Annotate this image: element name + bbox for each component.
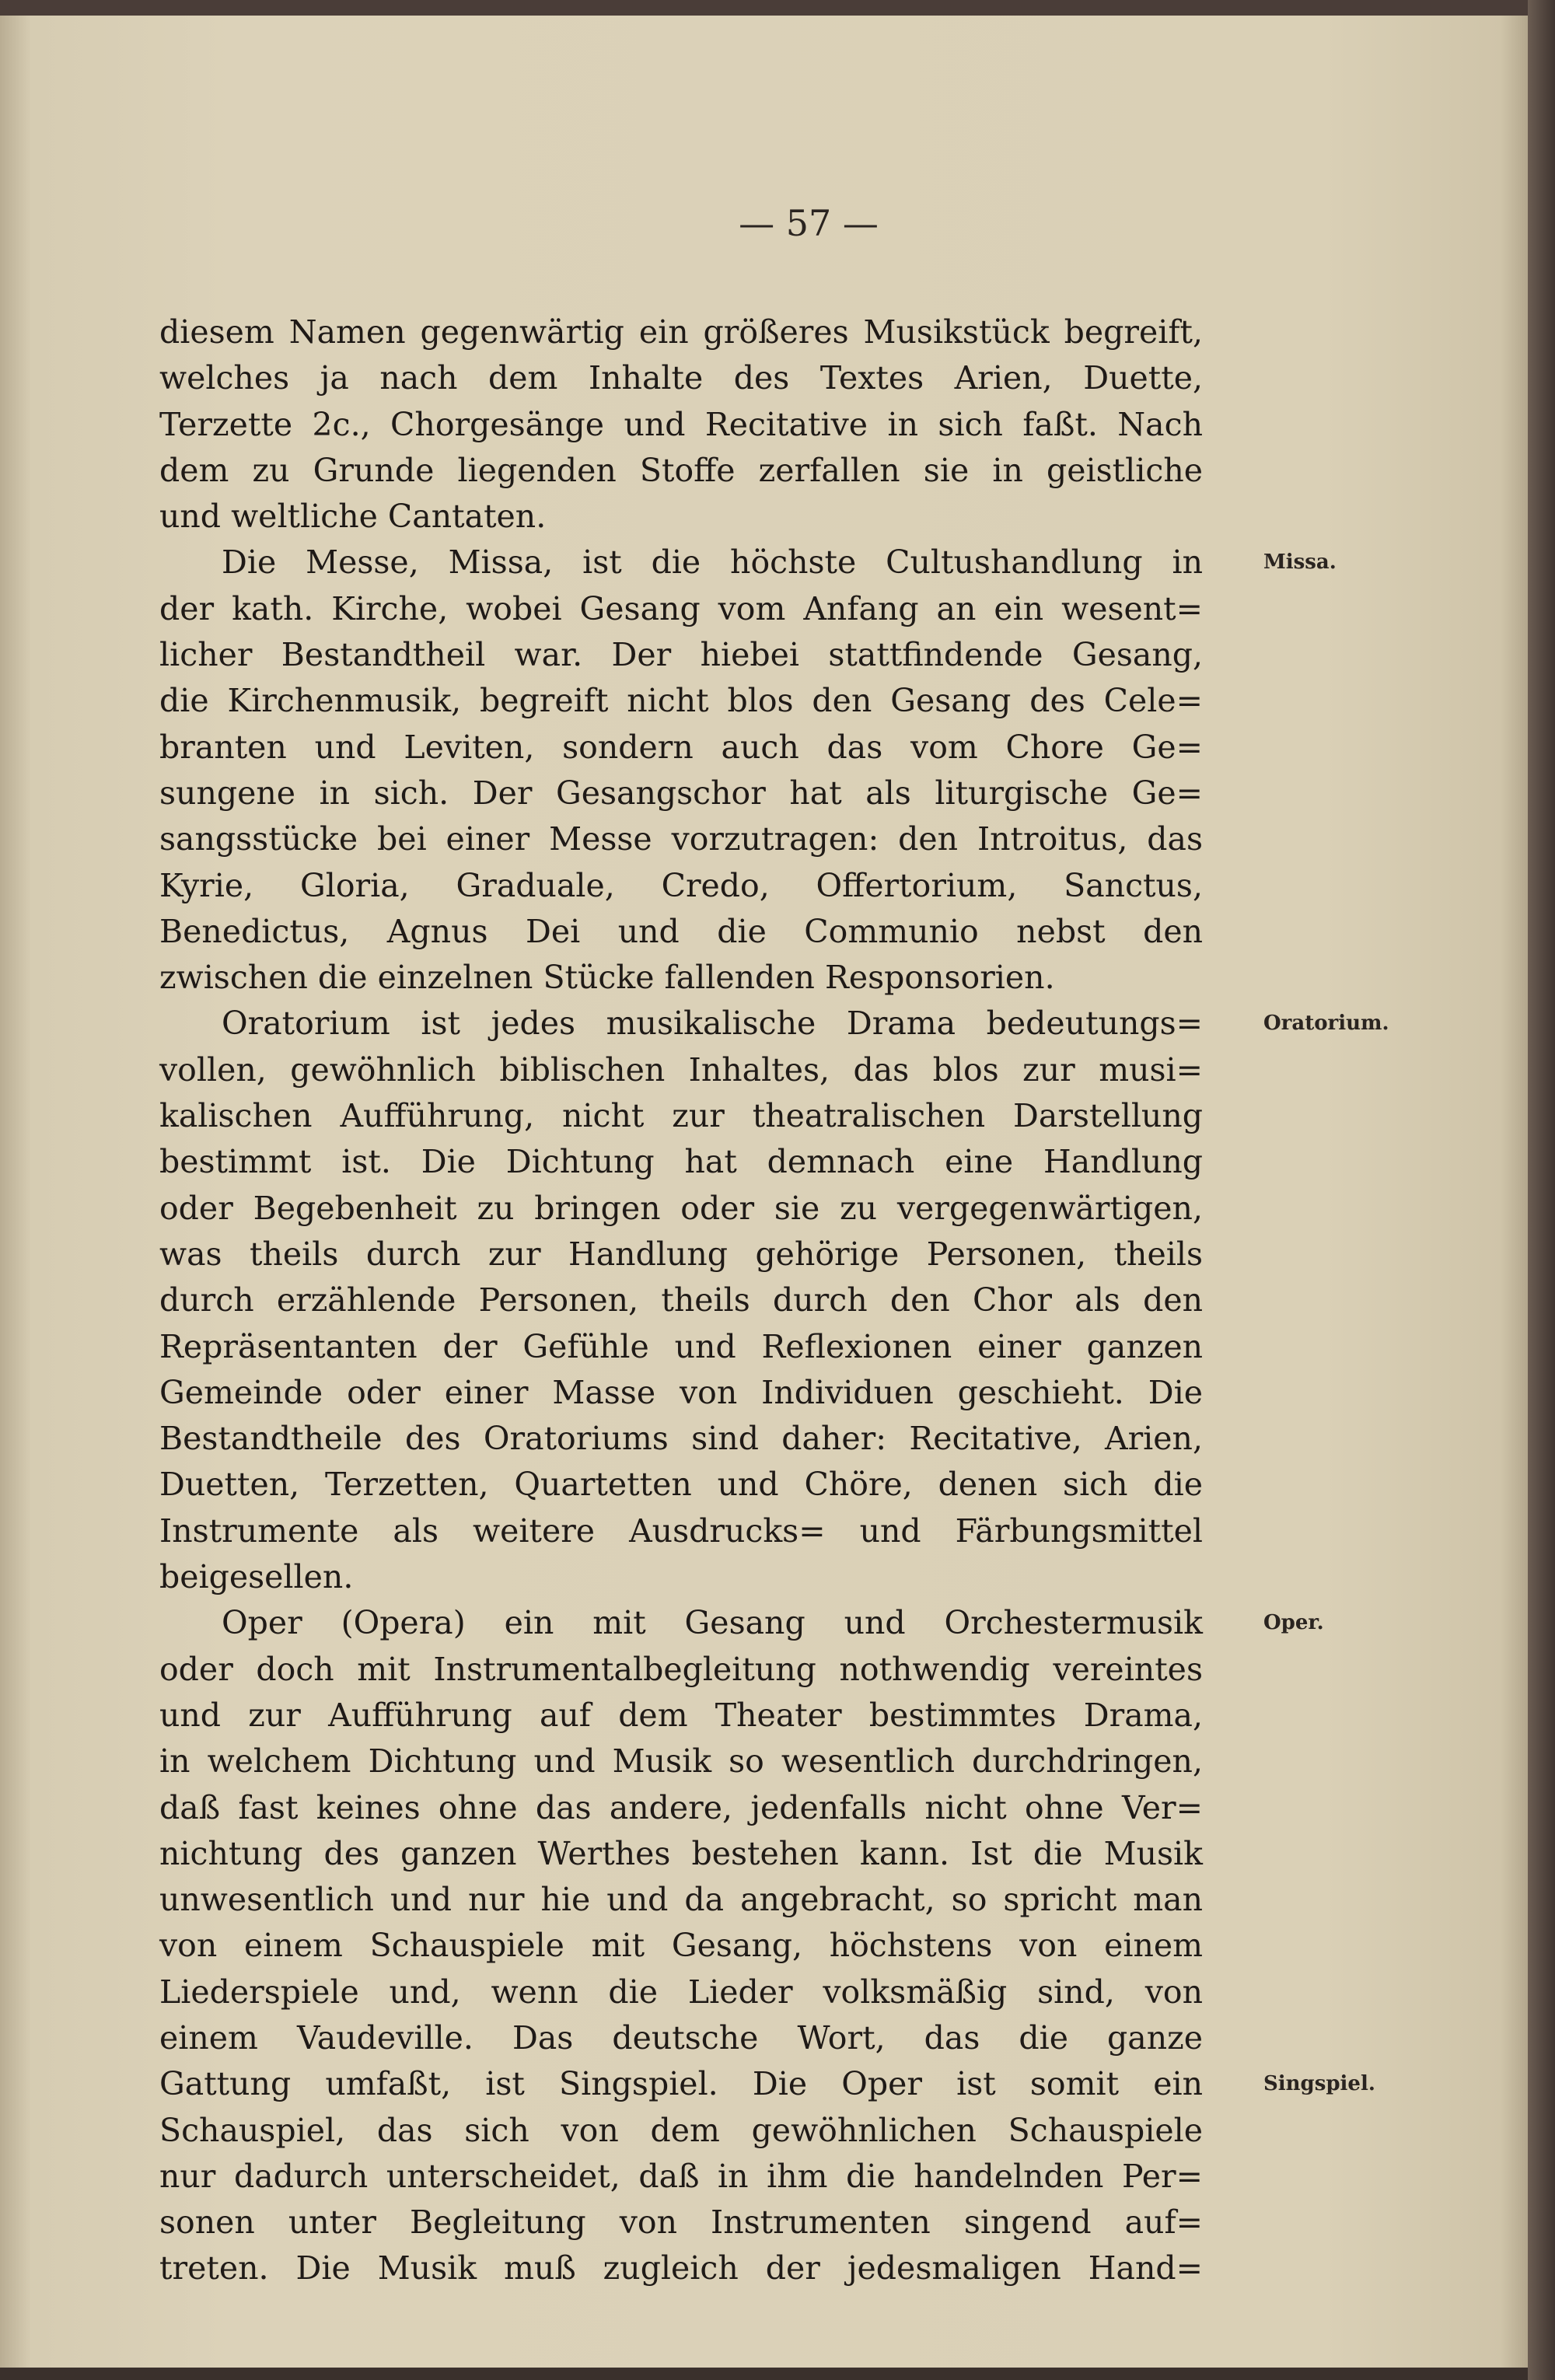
text-line xyxy=(159,678,1203,724)
text-line xyxy=(159,1877,1203,1923)
text-line xyxy=(159,1785,1203,1831)
text-line-content: welches ja nach dem Inhalte des Textes Arien, Duette, xyxy=(159,359,1203,397)
text-line xyxy=(159,632,1203,678)
text-line-content: durch erzählende Personen, theils durch den Chor als den xyxy=(159,1281,1203,1319)
text-line-content: zwischen die einzelnen Stücke fallenden Responsorien. xyxy=(159,959,1055,997)
text-line xyxy=(159,1370,1203,1416)
text-line xyxy=(159,494,1203,540)
margin-note: Singspiel. xyxy=(1263,2072,1375,2096)
text-line-content: Liederspiele und, wenn die Lieder volksmäßig sind, von xyxy=(159,1973,1203,2011)
text-line xyxy=(159,909,1203,955)
text-line-content: Bestandtheile des Oratoriums sind daher: Recitative, Arien, xyxy=(159,1420,1203,1458)
text-line xyxy=(159,1093,1203,1139)
text-line xyxy=(159,1739,1203,1784)
text-line-content: kalischen Aufführung, nicht zur theatralischen Darstellung xyxy=(159,1097,1203,1135)
text-line xyxy=(159,816,1203,862)
text-line xyxy=(159,1001,1389,1047)
page-number xyxy=(0,202,1555,244)
text-line xyxy=(159,863,1203,909)
text-line xyxy=(159,2108,1203,2154)
text-line xyxy=(159,2154,1203,2200)
book-cover-edge-top xyxy=(0,0,1555,17)
text-line-content: die Kirchenmusik, begreift nicht blos den Gesang des Cele= xyxy=(159,682,1203,720)
text-line-content: Benedictus, Agnus Dei und die Communio nebst den xyxy=(159,912,1203,950)
text-line-content: von einem Schauspiele mit Gesang, höchstens von einem xyxy=(159,1927,1203,1965)
book-page xyxy=(0,16,1528,2368)
text-line-content: daß fast keines ohne das andere, jedenfalls nicht ohne Ver= xyxy=(159,1788,1203,1826)
text-line-content: bestimmt ist. Die Dichtung hat demnach eine Handlung xyxy=(159,1143,1203,1181)
text-line-content: und zur Aufführung auf dem Theater bestimmtes Drama, xyxy=(159,1696,1203,1734)
text-line xyxy=(159,448,1203,494)
text-line-content: treten. Die Musik muß zugleich der jedesmaligen Hand= xyxy=(159,2249,1203,2287)
text-line-content: der kath. Kirche, wobei Gesang vom Anfang an ein wesent= xyxy=(159,589,1203,627)
text-line-content: und weltliche Cantaten. xyxy=(159,498,547,536)
text-line xyxy=(159,2061,1375,2107)
text-line-content: vollen, gewöhnlich biblischen Inhaltes, das blos zur musi= xyxy=(159,1050,1203,1089)
text-line-content: Die Messe, Missa, ist die höchste Cultushandlung in xyxy=(222,543,1203,582)
text-line xyxy=(159,1462,1203,1508)
margin-note: Oratorium. xyxy=(1263,1012,1389,1036)
text-line xyxy=(159,1554,1203,1600)
book-cover-edge-right xyxy=(1528,0,1555,2380)
text-line-content: Oratorium ist jedes musikalische Drama bedeutungs= xyxy=(222,1005,1203,1043)
text-line xyxy=(159,771,1203,816)
text-line-content: sangsstücke bei einer Messe vorzutragen: den Introitus, das xyxy=(159,820,1203,858)
text-line-content: nur dadurch unterscheidet, daß in ihm die handelnden Per= xyxy=(159,2157,1203,2195)
text-line-content: sungene in sich. Der Gesangschor hat als liturgische Ge= xyxy=(159,774,1203,812)
text-line-content: Oper (Opera) ein mit Gesang und Orchestermusik xyxy=(222,1604,1203,1642)
text-line xyxy=(159,1831,1203,1877)
text-line xyxy=(159,1600,1324,1646)
body-text xyxy=(159,309,1389,2292)
text-line-content: sonen unter Begleitung von Instrumenten singend auf= xyxy=(159,2204,1203,2242)
text-line-content: oder Begebenheit zu bringen oder sie zu vergegenwärtigen, xyxy=(159,1189,1203,1227)
text-line-content: einem Vaudeville. Das deutsche Wort, das die ganze xyxy=(159,2018,1203,2057)
text-line-content: Schauspiel, das sich von dem gewöhnlichen Schauspiele xyxy=(159,2111,1203,2149)
text-line-content: nichtung des ganzen Werthes bestehen kann. Ist die Musik xyxy=(159,1834,1203,1872)
text-line-content: diesem Namen gegenwärtig ein größeres Musikstück begreift, xyxy=(159,313,1203,351)
text-line-content: Repräsentanten der Gefühle und Reflexionen einer ganzen xyxy=(159,1327,1203,1365)
text-line xyxy=(159,1186,1203,1232)
text-line xyxy=(159,2015,1203,2061)
text-line-content: dem zu Grunde liegenden Stoffe zerfallen sie in geistliche xyxy=(159,451,1203,489)
text-line-content: Terzette 2c., Chorgesänge und Recitative in sich faßt. Nach xyxy=(159,405,1203,443)
margin-note: Oper. xyxy=(1263,1611,1324,1635)
page-number-text: — 57 — xyxy=(739,202,879,244)
text-line xyxy=(159,402,1203,448)
text-line xyxy=(159,586,1203,632)
text-line xyxy=(159,1139,1203,1185)
text-line xyxy=(159,1508,1203,1554)
text-line xyxy=(159,2200,1203,2245)
text-line-content: was theils durch zur Handlung gehörige Personen, theils xyxy=(159,1235,1203,1273)
text-line xyxy=(159,1277,1203,1323)
text-line xyxy=(159,309,1203,355)
text-line xyxy=(159,1923,1203,1969)
text-line-content: in welchem Dichtung und Musik so wesentlich durchdringen, xyxy=(159,1742,1203,1781)
text-line xyxy=(159,1647,1203,1693)
text-line xyxy=(159,955,1203,1001)
text-line xyxy=(159,355,1203,401)
text-line xyxy=(159,2245,1203,2291)
text-line xyxy=(159,1324,1203,1370)
text-line-content: unwesentlich und nur hie und da angebracht, so spricht man xyxy=(159,1881,1203,1919)
text-line xyxy=(159,1693,1203,1739)
text-line xyxy=(159,540,1337,585)
text-line-content: licher Bestandtheil war. Der hiebei stattfindende Gesang, xyxy=(159,636,1203,674)
text-line xyxy=(159,725,1203,771)
text-line xyxy=(159,1232,1203,1277)
text-line-content: Kyrie, Gloria, Graduale, Credo, Offertorium, Sanctus, xyxy=(159,866,1203,904)
text-line-content: branten und Leviten, sondern auch das vom Chore Ge= xyxy=(159,728,1203,766)
text-line-content: Gemeinde oder einer Masse von Individuen geschieht. Die xyxy=(159,1373,1203,1411)
text-line-content: Instrumente als weitere Ausdrucks= und Färbungsmittel xyxy=(159,1512,1203,1550)
text-line xyxy=(159,1969,1203,2015)
text-line xyxy=(159,1416,1203,1462)
text-line-content: Gattung umfaßt, ist Singspiel. Die Oper ist somit ein xyxy=(159,2065,1203,2103)
text-line-content: oder doch mit Instrumentalbegleitung nothwendig vereintes xyxy=(159,1650,1203,1688)
text-line-content: Duetten, Terzetten, Quartetten und Chöre, denen sich die xyxy=(159,1466,1203,1504)
text-line xyxy=(159,1047,1203,1093)
text-line-content: beigesellen. xyxy=(159,1558,354,1596)
margin-note: Missa. xyxy=(1263,550,1337,575)
